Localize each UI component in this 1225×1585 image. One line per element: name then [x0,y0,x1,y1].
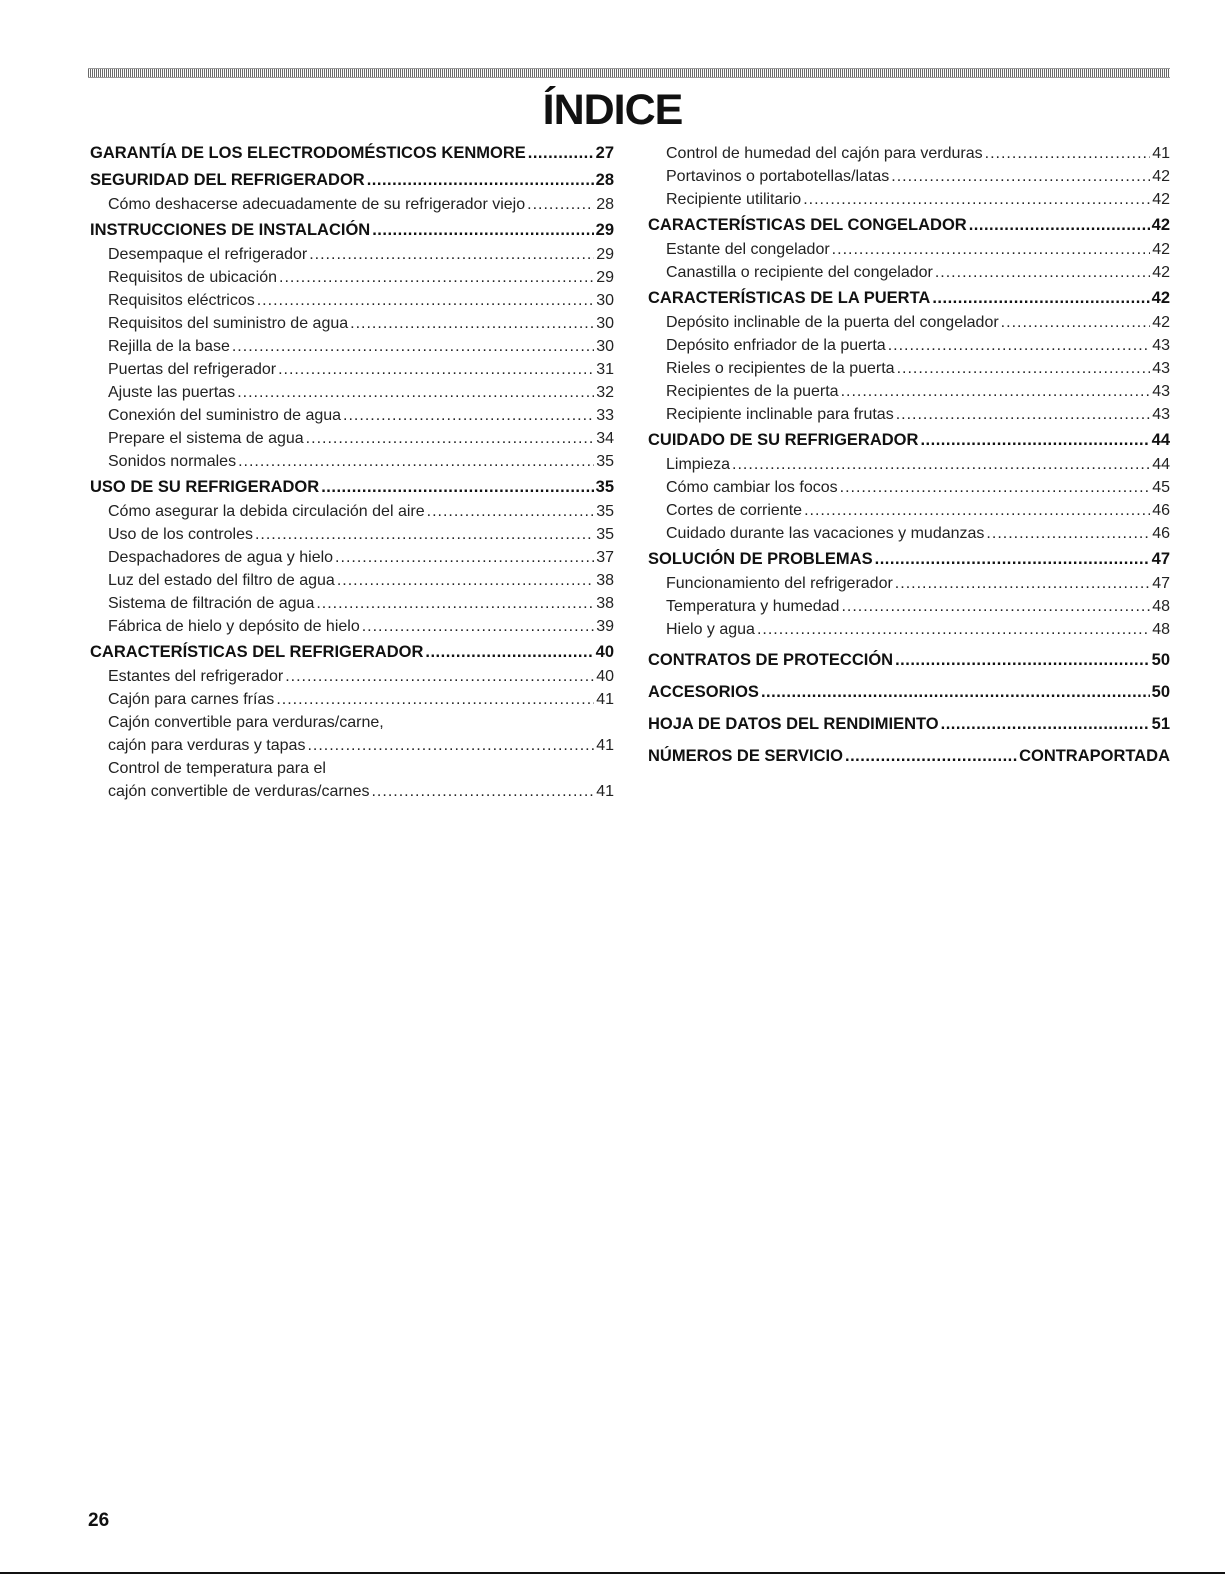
toc-entry-label: Cómo cambiar los focos [666,479,838,496]
toc-entry-page: 30 [596,292,614,309]
toc-subentry [648,380,1170,403]
toc-section-entry [90,641,614,665]
toc-subentry [90,312,614,335]
toc-subentry [648,572,1170,595]
toc-entry-label: Canastilla o recipiente del congelador [666,264,933,281]
toc-dot-leader [372,219,593,241]
toc-dot-leader [321,476,593,498]
toc-entry-page: 35 [595,478,614,496]
toc-subentry [90,569,614,592]
toc-entry-label: CONTRATOS DE PROTECCIÓN [648,651,894,669]
toc-dot-leader [255,523,594,546]
toc-entry-page: 47 [1151,550,1170,568]
toc-subentry [648,403,1170,426]
toc-dot-leader [895,649,1150,671]
toc-dot-leader [804,499,1150,522]
toc-subentry [648,618,1170,641]
top-decorative-rule [88,68,1170,78]
toc-entry-label: Requisitos del suministro de agua [108,315,349,332]
toc-section-entry [648,429,1170,453]
toc-dot-leader [897,357,1151,380]
toc-subentry [90,523,614,546]
toc-entry-label: Uso de los controles [108,526,253,543]
toc-entry-page: 48 [1152,598,1170,615]
toc-subentry [648,499,1170,522]
toc-entry-label: CARACTERÍSTICAS DEL CONGELADOR [648,216,967,234]
toc-subentry [90,266,614,289]
toc-subentry [90,592,614,615]
toc-entry-label: Fábrica de hielo y depósito de hielo [108,618,360,635]
toc-entry-page: 35 [596,526,614,543]
toc-dot-leader [895,572,1150,595]
toc-subentry [648,142,1170,165]
toc-dot-leader [427,500,595,523]
toc-section-entry [90,476,614,500]
toc-subentry [648,357,1170,380]
toc-entry-label: SOLUCIÓN DE PROBLEMAS [648,550,873,568]
toc-dot-leader [528,142,594,164]
toc-entry-label: Hielo y agua [666,621,755,638]
toc-section-entry [648,681,1170,705]
toc-dot-leader [335,546,594,569]
toc-entry-label: Rejilla de la base [108,338,230,355]
toc-dot-leader [371,780,594,803]
toc-dot-leader [920,429,1149,451]
toc-entry-page: CONTRAPORTADA [1019,747,1170,765]
toc-entry-page: 29 [595,221,614,239]
toc-dot-leader [969,214,1150,236]
toc-subentry [648,238,1170,261]
toc-dot-leader [276,688,594,711]
toc-entry-label: Control de temperatura para el [108,760,326,777]
toc-right-column [648,142,1170,769]
toc-entry-label: Funcionamiento del refrigerador [666,575,893,592]
toc-subentry [90,193,614,216]
toc-entry-label: cajón para verduras y tapas [108,737,306,754]
toc-entry-page: 28 [596,196,614,213]
toc-entry-page: 29 [596,269,614,286]
toc-dot-leader [367,169,594,191]
toc-entry-label: Cajón convertible para verduras/carne, [108,714,384,731]
toc-subentry [90,688,614,711]
toc-subentry [90,335,614,358]
toc-subentry [648,261,1170,284]
toc-entry-label: Luz del estado del filtro de agua [108,572,335,589]
toc-entry-page: 32 [596,384,614,401]
toc-entry-page: 44 [1152,456,1170,473]
toc-entry-page: 48 [1152,621,1170,638]
toc-entry-label: Estante del congelador [666,241,830,258]
toc-dot-leader [757,618,1150,641]
toc-entry-page: 50 [1151,651,1170,669]
toc-section-entry [648,713,1170,737]
toc-section-entry [648,649,1170,673]
toc-subentry [90,243,614,266]
toc-entry-label: Ajuste las puertas [108,384,236,401]
toc-left-column [90,142,614,803]
toc-entry-label: Sistema de filtración de agua [108,595,315,612]
toc-dot-leader [891,165,1150,188]
toc-entry-page: 41 [596,783,614,800]
toc-dot-leader [257,289,594,312]
toc-dot-leader [761,681,1150,703]
toc-dot-leader [278,358,594,381]
toc-subentry [90,450,614,473]
toc-subentry [90,615,614,638]
toc-section-entry [90,142,614,166]
toc-entry-page: 46 [1152,525,1170,542]
toc-entry-page: 30 [596,338,614,355]
page-title: ÍNDICE [542,86,683,134]
toc-entry-page: 30 [596,315,614,332]
toc-entry-page: 34 [596,430,614,447]
toc-entry-label: Puertas del refrigerador [108,361,277,378]
toc-entry-label: CARACTERÍSTICAS DE LA PUERTA [648,289,931,307]
toc-entry-label: Cortes de corriente [666,502,803,519]
toc-subentry [648,476,1170,499]
toc-entry-label: Requisitos de ubicación [108,269,277,286]
toc-subentry [90,289,614,312]
toc-entry-page: 43 [1152,360,1170,377]
toc-subentry [90,358,614,381]
toc-dot-leader [238,450,594,473]
toc-section-entry [648,287,1170,311]
toc-entry-page: 37 [596,549,614,566]
toc-dot-leader [845,745,1017,767]
toc-dot-leader [932,287,1149,309]
toc-dot-leader [316,592,594,615]
toc-entry-label: Despachadores de agua y hielo [108,549,334,566]
toc-subentry [648,188,1170,211]
toc-entry-label: GARANTÍA DE LOS ELECTRODOMÉSTICOS KENMORE [90,144,526,162]
toc-entry-label: Temperatura y humedad [666,598,840,615]
toc-entry-label: Desempaque el refrigerador [108,246,308,263]
toc-entry-label: ACCESORIOS [648,683,759,701]
toc-subentry [90,780,614,803]
toc-dot-leader [362,615,594,638]
toc-entry-page: 45 [1152,479,1170,496]
toc-entry-page: 42 [1152,191,1170,208]
toc-entry-page: 31 [596,361,614,378]
toc-entry-page: 41 [596,737,614,754]
toc-entry-label: Requisitos eléctricos [108,292,255,309]
toc-dot-leader [841,380,1151,403]
toc-dot-leader [527,193,594,216]
bottom-rule [0,1572,1225,1574]
toc-entry-label: CARACTERÍSTICAS DEL REFRIGERADOR [90,643,424,661]
toc-entry-page: 42 [1151,216,1170,234]
toc-entry-label: Depósito enfriador de la puerta [666,337,886,354]
toc-subentry [648,595,1170,618]
toc-entry-label: Recipiente utilitario [666,191,802,208]
toc-dot-leader [732,453,1150,476]
toc-entry-label: INSTRUCCIONES DE INSTALACIÓN [90,221,371,239]
toc-dot-leader [896,403,1151,426]
toc-dot-leader [337,569,594,592]
toc-dot-leader [1001,311,1151,334]
toc-entry-page: 44 [1151,431,1170,449]
toc-subentry [90,381,614,404]
toc-dot-leader [343,404,594,427]
toc-entry-label: Cómo asegurar la debida circulación del aire [108,503,425,520]
toc-dot-leader [986,522,1150,545]
toc-entry-label: Portavinos o portabotellas/latas [666,168,890,185]
toc-entry-page: 39 [596,618,614,635]
toc-dot-leader [935,261,1150,284]
toc-dot-leader [306,427,595,450]
toc-dot-leader [350,312,594,335]
toc-entry-label: CUIDADO DE SU REFRIGERADOR [648,431,919,449]
toc-entry-label: Prepare el sistema de agua [108,430,304,447]
toc-entry-page: 41 [596,691,614,708]
toc-entry-label: Cómo deshacerse adecuadamente de su refrigerador viejo [108,196,526,213]
toc-dot-leader [285,665,594,688]
toc-dot-leader [237,381,594,404]
toc-entry-page: 40 [595,643,614,661]
toc-subentry [648,334,1170,357]
toc-entry-label: Limpieza [666,456,731,473]
toc-dot-leader [985,142,1151,165]
toc-dot-leader [888,334,1151,357]
toc-entry-label: HOJA DE DATOS DEL RENDIMIENTO [648,715,939,733]
toc-entry-label: Recipientes de la puerta [666,383,839,400]
toc-entry-page: 29 [596,246,614,263]
toc-dot-leader [803,188,1150,211]
toc-entry-page: 33 [596,407,614,424]
toc-subentry [90,711,614,734]
toc-entry-label: SEGURIDAD DEL REFRIGERADOR [90,171,365,189]
toc-entry-page: 43 [1152,383,1170,400]
toc-entry-page: 42 [1152,241,1170,258]
toc-entry-page: 42 [1151,289,1170,307]
toc-entry-page: 51 [1151,715,1170,733]
toc-entry-page: 38 [596,572,614,589]
toc-dot-leader [307,734,594,757]
toc-entry-label: Conexión del suministro de agua [108,407,342,424]
toc-entry-page: 46 [1152,502,1170,519]
toc-entry-page: 40 [596,668,614,685]
toc-subentry [648,453,1170,476]
toc-entry-label: Cajón para carnes frías [108,691,275,708]
toc-subentry [90,427,614,450]
toc-dot-leader [875,548,1150,570]
toc-entry-page: 50 [1151,683,1170,701]
toc-section-entry [648,745,1170,769]
toc-entry-page: 28 [595,171,614,189]
toc-dot-leader [841,595,1150,618]
toc-entry-label: Control de humedad del cajón para verduras [666,145,983,162]
toc-entry-page: 35 [596,503,614,520]
toc-subentry [90,500,614,523]
toc-entry-page: 43 [1152,406,1170,423]
toc-entry-label: Estantes del refrigerador [108,668,284,685]
toc-dot-leader [840,476,1151,499]
toc-section-entry [90,219,614,243]
toc-dot-leader [941,713,1150,735]
toc-subentry [90,665,614,688]
toc-dot-leader [425,641,593,663]
toc-entry-page: 47 [1152,575,1170,592]
toc-entry-page: 42 [1152,264,1170,281]
toc-section-entry [648,548,1170,572]
toc-entry-label: USO DE SU REFRIGERADOR [90,478,320,496]
toc-entry-label: cajón convertible de verduras/carnes [108,783,370,800]
toc-dot-leader [309,243,594,266]
toc-subentry [90,734,614,757]
toc-section-entry [90,169,614,193]
page-number: 26 [88,1510,110,1531]
toc-section-entry [648,214,1170,238]
toc-entry-label: Depósito inclinable de la puerta del congelador [666,314,999,331]
toc-entry-page: 41 [1152,145,1170,162]
toc-entry-page: 42 [1152,314,1170,331]
toc-entry-page: 27 [595,144,614,162]
toc-subentry [648,165,1170,188]
toc-entry-label: Cuidado durante las vacaciones y mudanzas [666,525,985,542]
toc-subentry [90,546,614,569]
toc-subentry [90,757,614,780]
toc-entry-page: 42 [1152,168,1170,185]
toc-entry-page: 43 [1152,337,1170,354]
toc-subentry [90,404,614,427]
toc-subentry [648,522,1170,545]
toc-dot-leader [832,238,1151,261]
toc-entry-label: Recipiente inclinable para frutas [666,406,894,423]
toc-entry-label: NÚMEROS DE SERVICIO [648,747,843,765]
toc-dot-leader [279,266,594,289]
toc-entry-label: Rieles o recipientes de la puerta [666,360,895,377]
toc-dot-leader [232,335,594,358]
toc-entry-page: 38 [596,595,614,612]
toc-subentry [648,311,1170,334]
toc-entry-page: 35 [596,453,614,470]
toc-entry-label: Sonidos normales [108,453,237,470]
